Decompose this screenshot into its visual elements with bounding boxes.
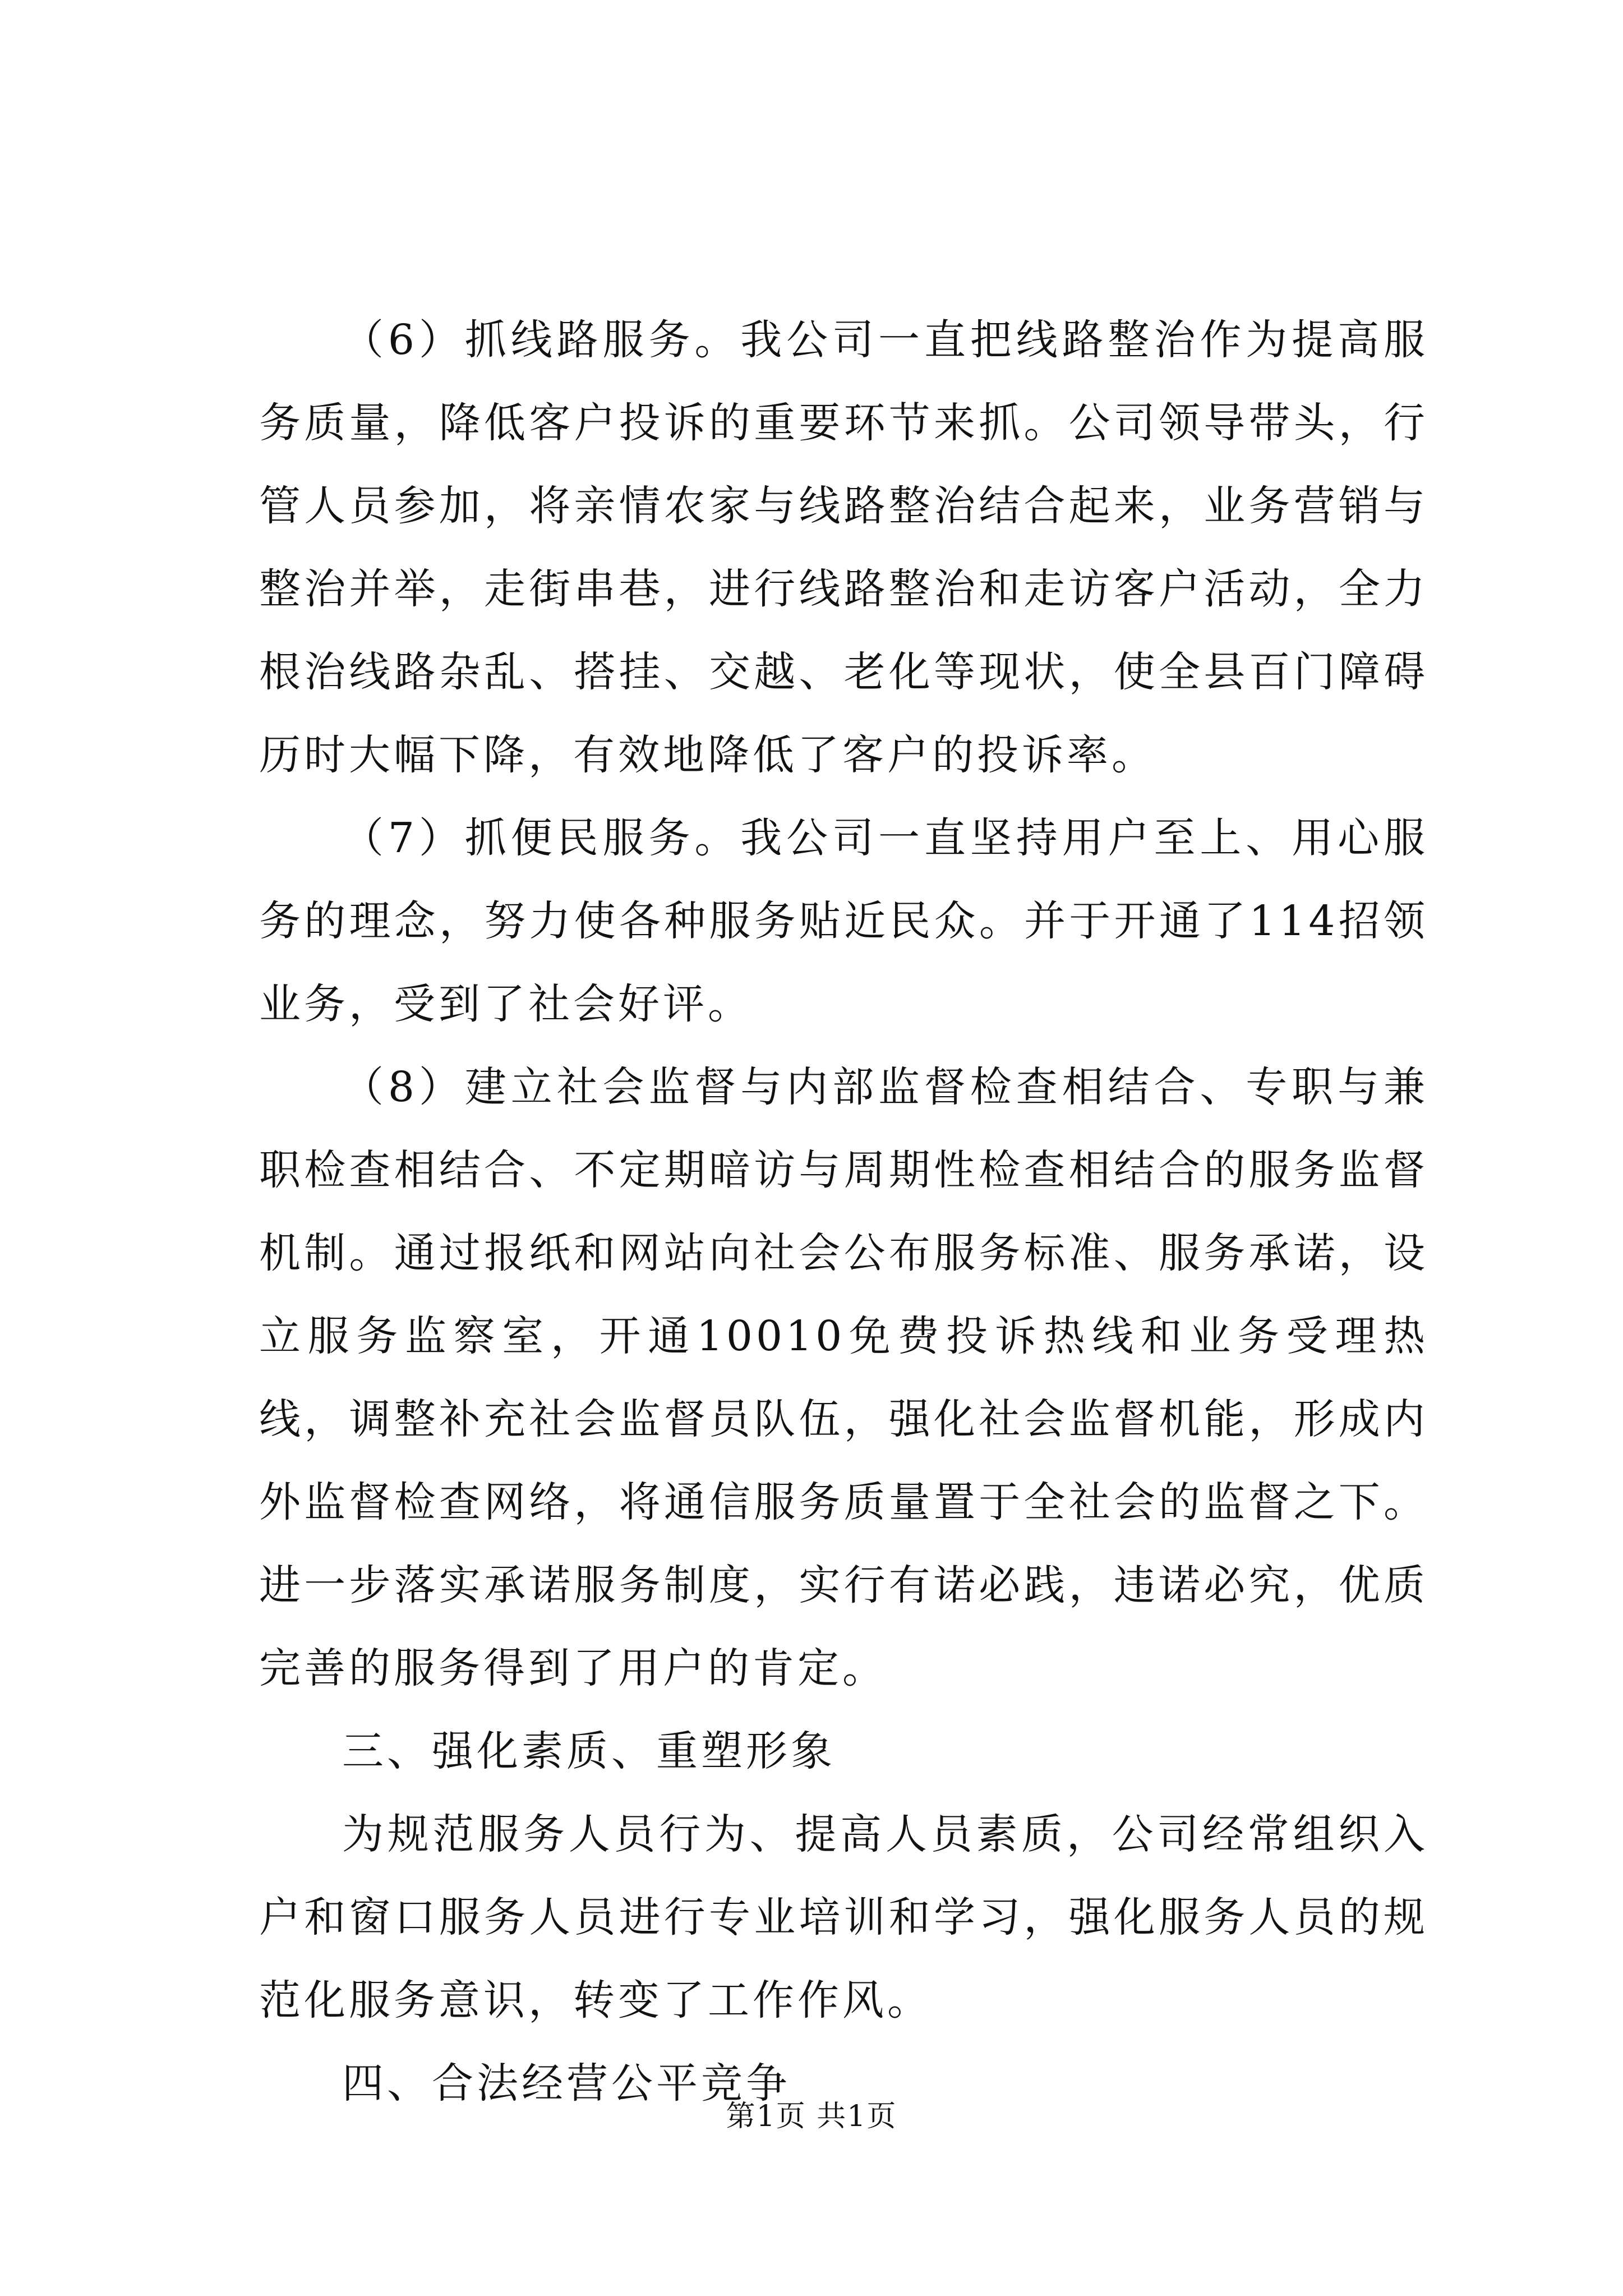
- paragraph-supervision-mechanism: （8）建立社会监督与内部监督检查相结合、专职与兼职检查相结合、不定期暗访与周期性检查相结合的服务监督机制。通过报纸和网站向社会公布服务标准、服务承诺，设立服务监察室，开通10010免费投诉热线和业务受理热线，调整补充社会监督员队伍，强化社会监督机能，形成内外监督检查网络，将通信服务质量置于全社会的监督之下。进一步落实承诺服务制度，实行有诺必践，违诺必究，优质完善的服务得到了用户的肯定。: [259, 1063, 1428, 1692]
- page-number: 第1页 共1页: [726, 2100, 897, 2133]
- section-heading-quality: 三、强化素质、重塑形象: [342, 1727, 836, 1775]
- paragraph-staff-training: 为规范服务人员行为、提高人员素质，公司经常组织入户和窗口服务人员进行专业培训和学习，强化服务人员的规范化服务意识，转变了工作作风。: [259, 1810, 1428, 2024]
- paragraph-convenience-service: （7）抓便民服务。我公司一直坚持用户至上、用心服务的理念，努力使各种服务贴近民众。并于开通了114招领业务，受到了社会好评。: [259, 814, 1428, 1028]
- paragraph-line-service: （6）抓线路服务。我公司一直把线路整治作为提高服务质量，降低客户投诉的重要环节来抓。公司领导带头，行管人员参加，将亲情农家与线路整治结合起来，业务营销与整治并举，走街串巷，进行线路整治和走访客户活动，全力根治线路杂乱、搭挂、交越、老化等现状，使全县百门障碍历时大幅下降，有效地降低了客户的投诉率。: [259, 316, 1428, 779]
- page-footer: [0, 2097, 1623, 2136]
- document-body: [259, 298, 1428, 2125]
- section-heading-fair-competition: 四、合法经营公平竞争: [342, 2059, 791, 2108]
